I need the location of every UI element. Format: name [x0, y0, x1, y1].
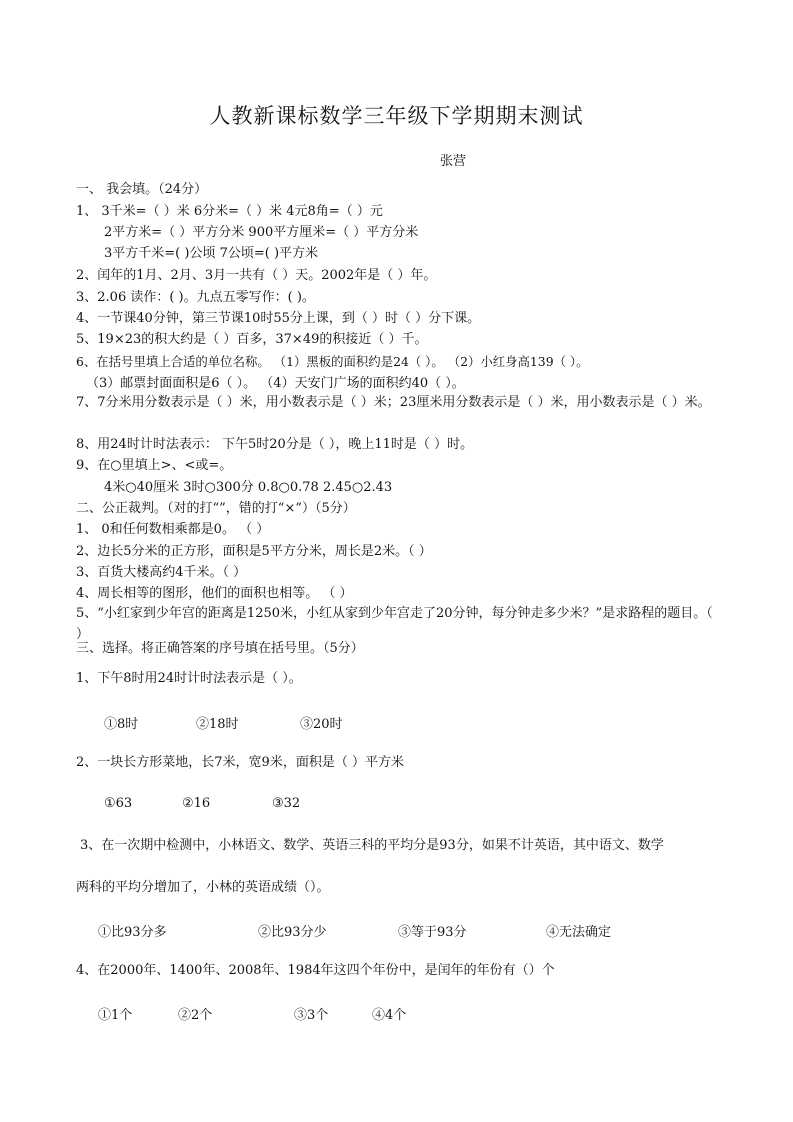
s1-q1-line1: 1、 3千米=（ ）米 6分米=（ ）米 4元8角=（ ）元: [76, 204, 383, 219]
s3-q2: 2、一块长方形菜地，长7米，宽9米，面积是（ ）平方米: [76, 755, 404, 770]
s3-q3-option-3: ③等于93分: [398, 925, 467, 940]
s2-q4: 4、周长相等的图形，他们的面积也相等。 （ ）: [76, 586, 353, 601]
s1-q5: 5、19×23的积大约是（ ）百多，37×49的积接近（ ）千。: [76, 332, 428, 347]
s2-q3: 3、百货大楼高约4千米。（ ）: [76, 565, 247, 580]
s3-q2-option-1: ①63: [104, 796, 133, 811]
s1-q8: 8、用24时计时法表示： 下午5时20分是（ ），晚上11时是（ ）时。: [76, 437, 474, 452]
s3-q3-option-1: ①比93分多: [98, 925, 167, 940]
s3-q4-option-2: ②2个: [178, 1008, 213, 1023]
s3-q1: 1、下午8时用24时计时法表示是（ ）。: [76, 671, 302, 686]
s3-q4: 4、在2000年、1400年、2008年、1984年这四个年份中，是闰年的年份有（）个: [76, 963, 555, 978]
s3-q1-option-2: ②18时: [196, 717, 239, 732]
s3-q4-option-3: ③3个: [294, 1008, 329, 1023]
author-name: 张营: [440, 154, 467, 169]
s1-q4: 4、一节课40分钟，第三节课10时55分上课，到（ ）时（ ）分下课。: [76, 311, 481, 326]
s3-q3-option-4: ④无法确定: [546, 925, 612, 940]
s2-q2: 2、边长5分米的正方形，面积是5平方分米，周长是2米。（ ）: [76, 544, 432, 559]
s2-q5: 5、“小红家到少年宫的距离是1250米，小红从家到少年宫走了20分钟，每分钟走多少米？”是求路程的题目。（ ）: [76, 606, 713, 642]
s1-q6-line1: 6、在括号里填上合适的单位名称。 （1）黑板的面积约是24（ ）。 （2）小红身高139（ ）。: [76, 354, 589, 369]
section2-heading: 二、公正裁判。（对的打“”，错的打“×”）（5分）: [76, 501, 356, 516]
s1-q2: 2、闰年的1月、2月、3月一共有（ ）天。2002年是（ ）年。: [76, 268, 437, 283]
s3-q3-line2: 两科的平均分增加了，小林的英语成绩（）。: [76, 880, 330, 895]
s3-q1-option-1: ①8时: [104, 717, 139, 732]
s3-q3-option-2: ②比93分少: [258, 925, 327, 940]
section3-heading: 三、选择。将正确答案的序号填在括号里。（5分）: [76, 641, 364, 656]
s1-q1-line2: 2平方米=（ ）平方分米 900平方厘米=（ ）平方分米: [104, 225, 419, 240]
s3-q3-line1: 3、在一次期中检测中，小林语文、数学、英语三科的平均分是93分，如果不计英语，其中语文、数学: [80, 838, 664, 853]
s3-q2-option-2: ②16: [182, 796, 211, 811]
page-title: 人教新课标数学三年级下学期期末测试: [209, 104, 584, 128]
s1-q6-line2: （3）邮票封面面积是6（ ）。 （4）天安门广场的面积约40（ ）。: [86, 376, 465, 391]
s1-q1-line3: 3平方千米=( )公顷 7公顷=( )平方米: [104, 246, 319, 261]
s1-q9: 9、在○里填上>、<或=。: [76, 458, 233, 473]
s3-q4-option-1: ①1个: [98, 1008, 133, 1023]
s3-q2-option-3: ③32: [272, 796, 301, 811]
s3-q1-option-3: ③20时: [300, 717, 343, 732]
section1-heading: 一、 我会填。（24分）: [76, 182, 208, 197]
s1-q3: 3、2.06 读作：( )。九点五零写作：( )。: [76, 290, 315, 305]
s1-q9-items: 4米○40厘米 3时○300分 0.8○0.78 2.45○2.43: [104, 480, 393, 495]
s1-q7: 7、7分米用分数表示是（ ）米，用小数表示是（ ）米；23厘米用分数表示是（ ）米，用小数表示是（ ）米。: [76, 395, 711, 410]
s2-q1: 1、 0和任何数相乘都是0。 （ ）: [76, 522, 270, 537]
s3-q4-option-4: ④4个: [372, 1008, 407, 1023]
